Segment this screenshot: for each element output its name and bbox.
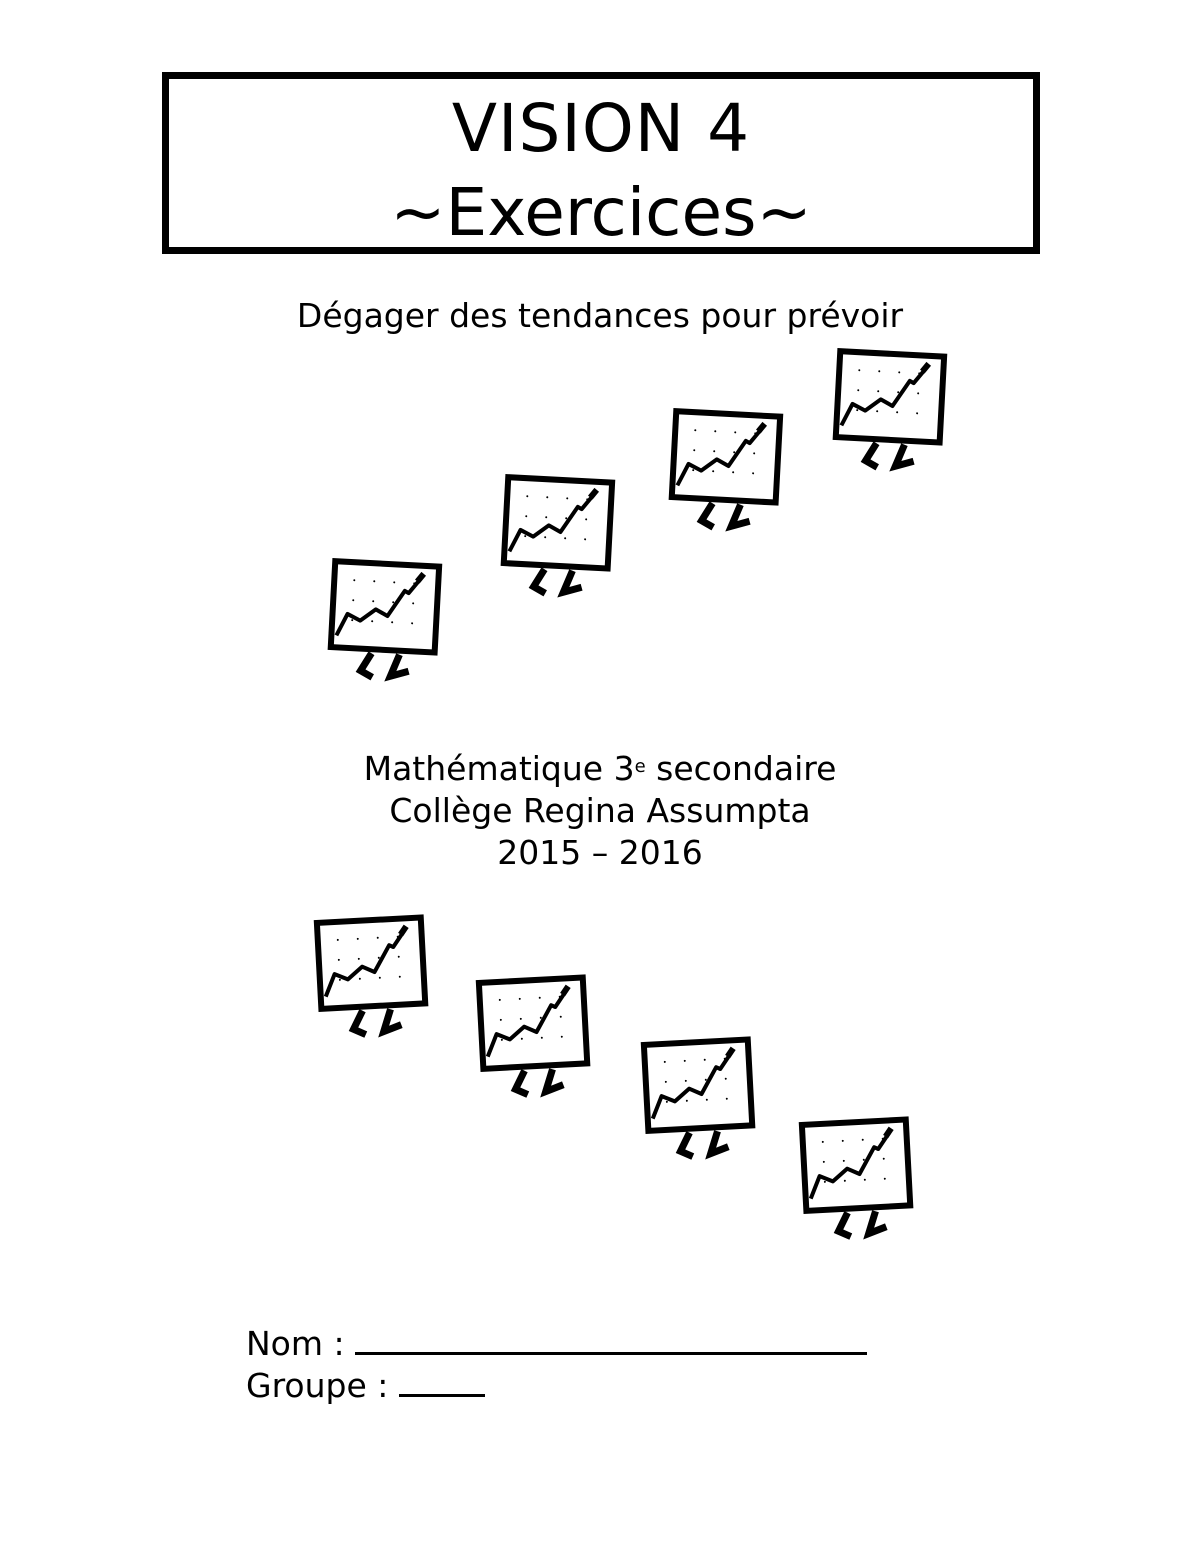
walking-chart-icon [639, 1035, 766, 1171]
group-label: Groupe : [246, 1366, 399, 1405]
name-blank[interactable] [355, 1322, 867, 1355]
subtitle: Dégager des tendances pour prévoir [296, 296, 904, 335]
walking-chart-icon [829, 347, 956, 483]
group-row [246, 1364, 867, 1406]
course-info [0, 748, 1200, 874]
walking-chart-icon [797, 1115, 924, 1251]
title-exercices: ~Exercices~ [390, 174, 812, 251]
walking-chart-icon [497, 473, 624, 609]
walking-chart-icon [324, 557, 451, 693]
subject-prefix: Mathématique 3 [363, 749, 635, 788]
subject-suffix: secondaire [645, 749, 837, 788]
subject-superscript: e [634, 756, 646, 777]
group-blank[interactable] [399, 1364, 485, 1397]
school-year: 2015 – 2016 [497, 833, 703, 872]
school-name: Collège Regina Assumpta [389, 791, 811, 830]
name-label: Nom : [246, 1324, 356, 1363]
title-vision: VISION 4 [451, 90, 751, 167]
student-form [246, 1322, 867, 1406]
title-box [162, 72, 1040, 254]
name-row [246, 1322, 867, 1364]
walking-chart-icon [312, 913, 439, 1049]
walking-chart-icon [474, 973, 601, 1109]
subject-line [0, 748, 1200, 790]
walking-chart-icon [665, 407, 792, 543]
